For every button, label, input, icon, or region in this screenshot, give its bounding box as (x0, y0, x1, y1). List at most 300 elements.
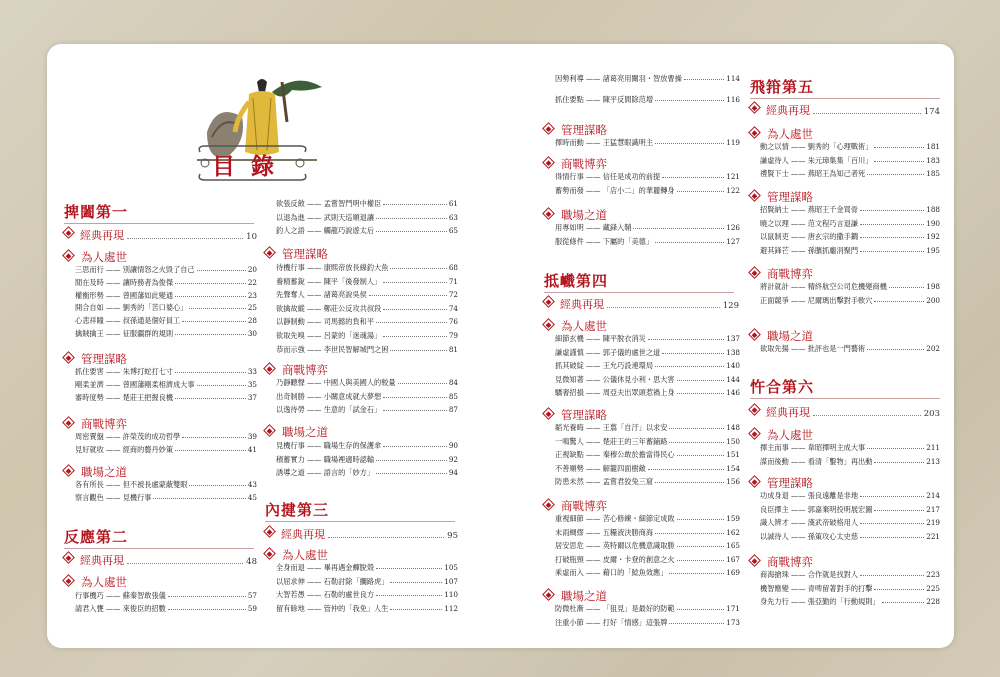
toc-entry[interactable] (555, 555, 740, 565)
dot-leader (669, 573, 724, 574)
dot-leader (197, 270, 246, 271)
toc-entry[interactable] (760, 584, 940, 594)
toc-entry-page: 35 (247, 379, 257, 389)
dot-leader (376, 460, 447, 461)
diamond-icon (748, 427, 761, 440)
toc-entry-title: 服從條件 —— 下屬的「美德」 (555, 236, 654, 246)
dot-leader (383, 282, 447, 283)
dot-leader (189, 308, 245, 309)
diamond-icon (62, 574, 75, 587)
c5-s4-header[interactable]: 職場之道 (750, 328, 813, 344)
toc-entry-title: 誘導之道 —— 語言的「妙方」 (276, 468, 375, 478)
c3-s1-header[interactable]: 為人處世 (265, 547, 328, 563)
toc-entry-page: 30 (247, 329, 257, 338)
dot-leader (860, 237, 924, 238)
col2-s3-header[interactable]: 職場之道 (265, 424, 328, 440)
dot-leader (860, 575, 924, 576)
dot-leader (860, 537, 924, 538)
toc-entry-page: 167 (726, 554, 740, 564)
toc-entry-title: 將計就計 —— 精終航空公司危機變商機 (760, 282, 887, 291)
toc-entry-title: 見機行事 —— 職場生存的保護傘 (276, 441, 382, 450)
toc-entry-page: 156 (726, 477, 740, 487)
toc-entry[interactable] (75, 380, 257, 390)
toc-entry-page: 92 (448, 454, 458, 464)
toc-entry[interactable] (276, 317, 458, 327)
toc-entry-title: 曉之以理 —— 范文程巧言退謙 (760, 218, 859, 228)
toc-entry[interactable] (555, 334, 740, 344)
chapter-5-title[interactable]: 飛箝第五 (750, 78, 815, 96)
toc-entry[interactable] (555, 528, 740, 538)
diamond-icon (62, 249, 75, 262)
c6-s1-header[interactable]: 為人處世 (750, 427, 813, 443)
toc-entry[interactable] (555, 477, 740, 487)
toc-entry[interactable] (760, 205, 940, 215)
dot-leader (175, 283, 246, 284)
toc-entry-title: 抓其破綻 —— 王允巧設連環局 (555, 361, 654, 370)
dot-leader (874, 147, 924, 148)
toc-entry[interactable] (760, 443, 940, 453)
toc-entry[interactable] (555, 514, 740, 524)
toc-entry-title: 留有餘地 —— 管仲的「我免」人生 (276, 603, 389, 613)
toc-entry-page: 65 (448, 226, 458, 235)
toc-entry[interactable] (555, 423, 740, 433)
toc-entry-page: 114 (726, 74, 740, 83)
toc-entry-page: 94 (448, 468, 458, 478)
toc-entry-page: 169 (726, 568, 740, 578)
toc-entry-page: 214 (926, 491, 940, 500)
dot-leader (655, 533, 724, 534)
toc-entry[interactable] (555, 237, 740, 247)
toc-entry[interactable] (276, 563, 458, 573)
diamond-icon (263, 362, 276, 375)
toc-entry-title: 防微杜漸 —— 「狙見」是最好的防範 (555, 604, 675, 613)
chapter-2-title[interactable]: 反應第二 (64, 528, 129, 546)
toc-entry-page: 146 (726, 388, 740, 397)
toc-entry-title: 乘虛而入 —— 藉口的「鯰魚效應」 (555, 568, 668, 578)
dot-leader (168, 609, 246, 610)
toc-entry[interactable] (760, 232, 940, 242)
toc-entry-page: 171 (726, 604, 740, 613)
diamond-icon (748, 189, 761, 202)
toc-entry[interactable] (555, 388, 740, 398)
toc-entry[interactable] (555, 618, 740, 628)
toc-entry-page: 223 (926, 570, 940, 579)
toc-entry[interactable] (276, 331, 458, 341)
dot-leader (175, 398, 246, 399)
diamond-icon (263, 246, 276, 259)
toc-entry[interactable] (760, 518, 940, 528)
toc-entry-title: 蓄勢而發 —— 「店小二」的華麗轉身 (555, 185, 675, 195)
toc-entry[interactable] (75, 393, 257, 403)
toc-entry[interactable] (276, 405, 458, 415)
toc-entry-title: 乃靜聽聲 —— 中國人與美國人的較量 (276, 378, 396, 387)
toc-entry-title: 開合自如 —— 劉秀的「苦口婆心」 (75, 303, 188, 313)
toc-entry-title: 見好就收 —— 經商的藝丹妙策 (75, 444, 174, 454)
toc-entry-page: 213 (926, 456, 940, 466)
toc-entry-title: 恭而示強 —— 李世民智解城門之困 (276, 344, 389, 354)
toc-entry[interactable] (555, 604, 740, 614)
toc-entry[interactable] (75, 278, 257, 288)
diamond-icon (748, 126, 761, 139)
toc-entry[interactable] (276, 577, 458, 587)
toc-entry-page: 45 (247, 492, 257, 502)
toc-entry[interactable] (75, 480, 257, 490)
toc-title: 目 錄 (212, 153, 279, 180)
toc-entry[interactable] (555, 186, 740, 196)
toc-entry-title: 待機行事 —— 康熙帝放長線釣大魚 (276, 263, 389, 272)
dot-leader (175, 296, 246, 297)
toc-entry[interactable] (276, 345, 458, 355)
toc-entry-page: 217 (926, 504, 940, 514)
toc-entry[interactable] (75, 493, 257, 503)
toc-entry-page: 202 (926, 344, 940, 353)
toc-entry[interactable] (760, 570, 940, 580)
toc-entry-page: 25 (247, 303, 257, 313)
c1-s2-header[interactable]: 管理謀略 (64, 351, 127, 367)
toc-entry[interactable] (760, 169, 940, 179)
toc-entry-page: 23 (247, 290, 257, 300)
toc-entry-page: 59 (247, 603, 257, 613)
toc-entry-page: 39 (247, 432, 257, 441)
dot-leader (153, 498, 245, 499)
dot-leader (655, 100, 724, 101)
toc-entry[interactable] (75, 445, 257, 455)
toc-entry[interactable] (760, 246, 940, 256)
toc-entry-title: 功成身退 —— 張良遠離是非地 (760, 491, 859, 500)
toc-entry[interactable] (760, 219, 940, 229)
dot-leader (860, 224, 924, 225)
c6-s3-header[interactable]: 商戰博弈 (750, 554, 813, 570)
toc-entry[interactable] (555, 464, 740, 474)
c4-s3-header[interactable]: 商戰博弈 (544, 498, 607, 514)
dot-leader (633, 228, 724, 229)
toc-entry-title: 各有所長 —— 但不被長處蒙蔽雙眼 (75, 480, 188, 489)
c6-classic[interactable]: 經典再現 203 (750, 404, 940, 420)
dot-leader (182, 437, 246, 438)
toc-entry-page: 79 (448, 331, 458, 340)
dot-leader (860, 251, 924, 252)
chapter-1-title[interactable]: 捭闔第一 (64, 203, 129, 221)
dot-leader (175, 450, 246, 451)
toc-entry-page: 181 (926, 142, 940, 151)
toc-entry[interactable] (555, 223, 740, 233)
toc-entry-title: 居安思危 —— 英特爾以危機意識取勝 (555, 541, 675, 551)
c5-s1-header[interactable]: 為人處世 (750, 126, 813, 142)
toc-entry-page: 33 (247, 367, 257, 376)
toc-entry[interactable] (276, 455, 458, 465)
toc-entry[interactable] (75, 604, 257, 614)
toc-entry-title: 以退為進 —— 武則天巡順退讓 (276, 212, 375, 222)
toc-entry-title: 行事機巧 —— 蘇秦智敢張儀 (75, 591, 166, 600)
toc-entry[interactable] (555, 437, 740, 447)
diamond-icon (62, 416, 75, 429)
toc-entry[interactable] (75, 591, 257, 601)
toc-entry[interactable] (760, 156, 940, 166)
toc-entry[interactable] (760, 597, 940, 607)
dot-leader (874, 462, 924, 463)
c4-s2-header[interactable]: 管理謀略 (544, 407, 607, 423)
col3-s3-header[interactable]: 職場之道 (544, 207, 607, 223)
toc-entry-page: 90 (448, 441, 458, 450)
dot-leader (383, 336, 447, 337)
toc-entry[interactable] (276, 263, 458, 273)
diamond-icon (542, 122, 555, 135)
c5-classic[interactable]: 經典再現 174 (750, 102, 940, 118)
toc-entry-title: 謀而後動 —— 看清「鑿物」再出動 (760, 456, 873, 466)
toc-entry[interactable] (555, 568, 740, 578)
c4-s4-header[interactable]: 職場之道 (544, 588, 607, 604)
toc-entry[interactable] (276, 590, 458, 600)
toc-entry-title: 以屈求伸 —— 石勒討除「攔路虎」 (276, 576, 389, 586)
toc-entry[interactable] (276, 277, 458, 287)
toc-entry[interactable] (555, 348, 740, 358)
toc-entry-page: 173 (726, 617, 740, 627)
toc-entry-title: 因勢利導 —— 諸葛亮用關羽・智放曹操 (555, 74, 682, 83)
toc-entry-page: 122 (726, 185, 740, 195)
toc-entry[interactable] (555, 138, 740, 148)
c5-s3-header[interactable]: 商戰博弈 (750, 266, 813, 282)
c3-classic[interactable]: 經典再現 95 (265, 526, 458, 542)
toc-entry-page: 192 (926, 232, 940, 241)
toc-entry-page: 68 (448, 263, 458, 272)
toc-entry-title: 大智若愚 —— 石勒的處世良方 (276, 590, 375, 600)
dot-leader (376, 473, 447, 474)
dot-leader (383, 397, 447, 398)
toc-entry-page: 85 (448, 391, 458, 401)
toc-entry[interactable] (276, 226, 458, 236)
col3-s1-header[interactable]: 管理謀略 (544, 122, 607, 138)
toc-entry-title: 先聲奪人 —— 諸葛亮說吳侯 (276, 290, 367, 300)
chapter-3-title[interactable]: 內揵第三 (265, 501, 330, 519)
toc-entry[interactable] (555, 95, 740, 105)
toc-entry-page: 81 (448, 344, 458, 354)
toc-entry-title: 識人辨才 —— 漢武帝破格用人 (760, 518, 859, 527)
col2-s2-header[interactable]: 商戰博弈 (265, 362, 328, 378)
c5-s2-header[interactable]: 管理謀略 (750, 189, 813, 205)
toc-entry-page: 74 (448, 303, 458, 313)
dot-leader (874, 301, 924, 302)
dot-leader (867, 174, 924, 175)
toc-entry-title: 以靜制動 —— 司馬懿的負和平 (276, 317, 375, 327)
dot-leader (390, 582, 442, 583)
toc-entry-title: 欲張反斂 —— 孟嘗智鬥明中權臣 (276, 199, 382, 208)
toc-entry-title: 細節玄機 —— 陳平脫衣消災 (555, 334, 646, 343)
toc-entry[interactable] (760, 505, 940, 515)
toc-entry[interactable] (760, 296, 940, 306)
c1-s3-header[interactable]: 商戰博弈 (64, 416, 127, 432)
toc-entry[interactable] (555, 361, 740, 371)
toc-entry[interactable] (555, 541, 740, 551)
c4-s1-header[interactable]: 為人處世 (544, 318, 607, 334)
dot-leader (168, 596, 246, 597)
dot-leader (677, 455, 725, 456)
toc-entry[interactable] (276, 199, 458, 209)
toc-entry-page: 87 (448, 405, 458, 415)
toc-entry-page: 61 (448, 199, 458, 208)
c4-classic[interactable]: 經典再現 129 (544, 296, 739, 312)
dot-leader (860, 210, 924, 211)
toc-entry[interactable] (75, 329, 257, 339)
c2-s1-header[interactable]: 為人處世 (64, 574, 127, 590)
toc-entry-title: 機智應變 —— 青啤留著對手的打擊 (760, 583, 873, 593)
dot-leader (189, 485, 245, 486)
toc-entry[interactable] (555, 172, 740, 182)
toc-entry[interactable] (760, 532, 940, 542)
dot-leader (383, 309, 447, 310)
dot-leader (383, 446, 447, 447)
c2-classic[interactable]: 經典再現 48 (64, 552, 257, 568)
toc-entry-title: 招賢納士 —— 燕昭王千金買骨 (760, 205, 859, 214)
toc-entry[interactable] (75, 367, 257, 377)
toc-entry-title: 請君入甕 —— 來俊臣的招數 (75, 603, 166, 613)
dot-leader (677, 609, 725, 610)
toc-entry-page: 112 (444, 603, 458, 613)
toc-entry-page: 20 (247, 265, 257, 274)
toc-entry-title: 養精蓄銳 —— 陳平「後發制人」 (276, 276, 382, 286)
toc-entry[interactable] (555, 375, 740, 385)
dot-leader (648, 469, 724, 470)
dot-leader (874, 510, 924, 511)
toc-entry[interactable] (276, 378, 458, 388)
toc-entry-page: 37 (247, 392, 257, 402)
toc-entry[interactable] (75, 316, 257, 326)
toc-entry-page: 22 (247, 277, 257, 287)
toc-entry[interactable] (276, 604, 458, 614)
toc-entry[interactable] (276, 392, 458, 402)
dot-leader (376, 231, 447, 232)
toc-entry[interactable] (760, 344, 940, 354)
dot-leader (889, 287, 925, 288)
toc-entry[interactable] (75, 265, 257, 275)
diamond-icon (748, 328, 761, 341)
dot-leader (369, 295, 447, 296)
toc-entry-title: 權衡形勢 —— 曾國藩如此變通 (75, 290, 174, 300)
toc-entry-page: 28 (247, 316, 257, 326)
dot-leader (677, 393, 725, 394)
toc-entry[interactable] (276, 290, 458, 300)
toc-entry-title: 正視缺點 —— 秦穆公敢於擔當得民心 (555, 450, 675, 460)
dot-leader (684, 79, 725, 80)
dot-leader (677, 191, 725, 192)
dot-leader (376, 322, 447, 323)
toc-entry-title: 周密賣盤 —— 許榮茂的成功哲學 (75, 432, 181, 441)
c1-s1-header[interactable]: 為人處世 (64, 249, 127, 265)
toc-entry-page: 162 (726, 527, 740, 537)
toc-entry-page: 221 (926, 531, 940, 541)
toc-entry[interactable] (276, 468, 458, 478)
toc-entry[interactable] (75, 432, 257, 442)
toc-entry-title: 審時度勢 —— 楚莊王把握良機 (75, 392, 174, 402)
dot-leader (182, 321, 246, 322)
dot-leader (874, 589, 924, 590)
toc-entry[interactable] (555, 74, 740, 84)
toc-entry[interactable] (760, 142, 940, 152)
toc-entry-page: 140 (726, 361, 740, 370)
toc-entry-title: 出奇制勝 —— 小關意成就大夢想 (276, 391, 382, 401)
toc-entry[interactable] (276, 213, 458, 223)
toc-entry-page: 63 (448, 212, 458, 222)
chapter-4-title[interactable]: 抵巇第四 (544, 272, 609, 290)
toc-entry-page: 105 (444, 563, 458, 572)
toc-entry-page: 185 (926, 169, 940, 178)
dot-leader (383, 410, 447, 411)
dot-leader (390, 350, 446, 351)
toc-entry-title: 抓住要點 —— 陳平反間除范增 (555, 95, 654, 104)
toc-entry[interactable] (276, 304, 458, 314)
toc-entry-title: 商海搶珠 —— 合作就是找對人 (760, 570, 859, 579)
toc-entry-title: 打破瓶頸 —— 皮爾・卡登的創意之火 (555, 554, 675, 564)
dot-leader (677, 380, 725, 381)
dot-leader (655, 242, 724, 243)
toc-entry-title: 一鳴驚人 —— 楚莊王的三年蓄鋪路 (555, 436, 668, 446)
toc-entry-title: 全身而退 —— 畢再遇金蟬脫殼 (276, 563, 375, 572)
toc-entry[interactable] (276, 441, 458, 451)
toc-entry-title: 避其鋒芒 —— 孫臏抓龐涓聚門 (760, 245, 859, 255)
toc-entry-page: 165 (726, 541, 740, 551)
toc-entry-page: 107 (444, 576, 458, 586)
toc-entry-page: 84 (448, 378, 458, 387)
dot-leader (677, 546, 725, 547)
toc-entry-title: 三思而行 —— 別讓情怒之火毀了自己 (75, 265, 195, 274)
toc-entry[interactable] (760, 457, 940, 467)
toc-entry-title: 心悲祥瞳 —— 叔孫通是個好員工 (75, 316, 181, 326)
c6-s2-header[interactable]: 管理謀略 (750, 475, 813, 491)
toc-entry-title: 擇時而動 —— 王猛慧眼識明主 (555, 138, 654, 147)
c1-classic[interactable]: 經典再現 10 (64, 227, 257, 243)
dot-leader (669, 442, 724, 443)
diamond-icon (748, 266, 761, 279)
dot-leader (376, 595, 442, 596)
toc-entry-title: 身先力行 —— 張亞勤的「行動規則」 (760, 597, 880, 606)
toc-entry-title: 謙虛待人 —— 朱元璋集集「百川」 (760, 155, 873, 165)
toc-entry[interactable] (760, 282, 940, 292)
toc-entry-title: 察言觀色 —— 見機行事 (75, 492, 152, 502)
toc-entry-page: 127 (726, 236, 740, 246)
diamond-icon (542, 498, 555, 511)
diamond-icon (542, 588, 555, 601)
toc-entry[interactable] (75, 303, 257, 313)
c1-s4-header[interactable]: 職場之道 (64, 464, 127, 480)
toc-entry-title: 防患未然 —— 孟嘗君狡兔三窟 (555, 477, 654, 487)
col2-s1-header[interactable]: 管理謀略 (265, 246, 328, 262)
dot-leader (669, 623, 724, 624)
toc-entry-title: 欲取先揚 —— 批評也是一門藝術 (760, 344, 866, 353)
toc-entry[interactable] (555, 450, 740, 460)
toc-entry[interactable] (760, 491, 940, 501)
dot-leader (390, 268, 446, 269)
toc-entry-page: 188 (926, 205, 940, 214)
diamond-icon (748, 554, 761, 567)
toc-entry-page: 228 (926, 597, 940, 606)
toc-entry-page: 225 (926, 583, 940, 593)
col3-s2-header[interactable]: 商戰博弈 (544, 156, 607, 172)
toc-entry-title: 正面競爭 —— 尼爾瑪出擊對手軟穴 (760, 296, 873, 305)
toc-entry-title: 注重小節 —— 打好「情感」這張牌 (555, 617, 668, 627)
toc-entry-page: 148 (726, 423, 740, 432)
diamond-icon (542, 318, 555, 331)
toc-entry-title: 未雨綢繆 —— 五糧液決勝商海 (555, 527, 654, 537)
diamond-icon (263, 424, 276, 437)
toc-entry-title: 謙虛謹慎 —— 郭子儀的處世之道 (555, 347, 661, 357)
toc-entry-page: 119 (726, 138, 740, 147)
chapter-6-title[interactable]: 忤合第六 (750, 378, 815, 396)
toc-entry-title: 得情行事 —— 信任是成功的前提 (555, 172, 661, 181)
toc-entry[interactable] (75, 291, 257, 301)
dot-leader (867, 448, 924, 449)
toc-entry-page: 151 (726, 450, 740, 460)
dot-leader (175, 334, 246, 335)
diamond-icon (542, 207, 555, 220)
